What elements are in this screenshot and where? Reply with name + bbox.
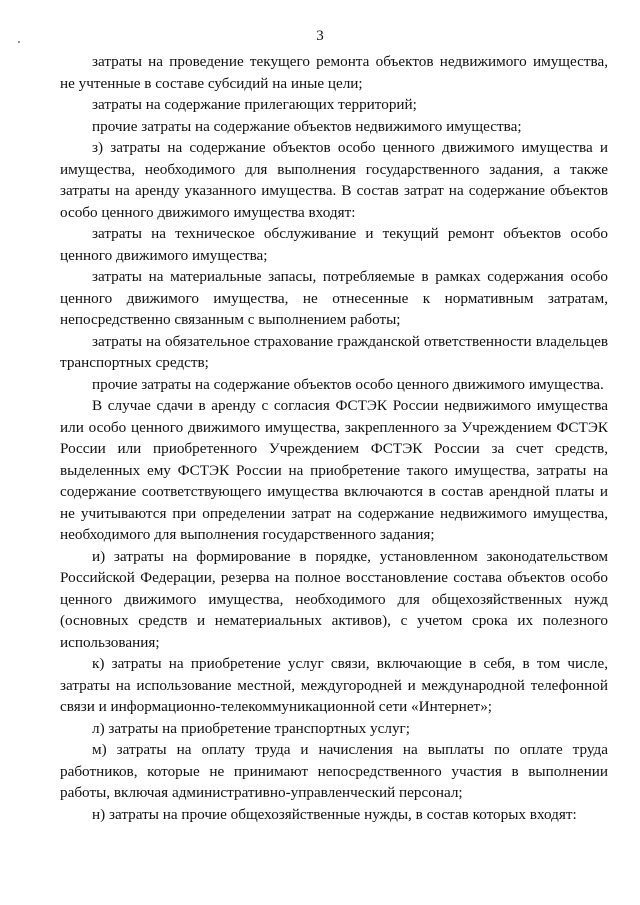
paragraph: затраты на содержание прилегающих территорий; [92, 96, 417, 113]
paragraph: к) затраты на приобретение услуг связи, включающие в себя, в том числе, затраты на использование местной, междугородней и международной телефонной связи и информационно-телекоммуникационной сети «Интернет»; [60, 655, 608, 715]
paragraph: В случае сдачи в аренду с согласия ФСТЭК России недвижимого имущества или особо ценного движимого имущества, закрепленного за Учреждением ФСТЭК России или приобретенного Учреждением ФСТЭК России за счет средств, выделенных ему ФСТЭК России на приобретение такого имущества, затраты на содержание соответствующего имущества включаются в состав арендной платы и не учитываются при определении затрат на содержание недвижимого имущества, необходимого для выполнения государственного задания; [60, 397, 608, 543]
paragraph: затраты на техническое обслуживание и текущий ремонт объектов особо ценного движимого имущества; [60, 225, 608, 264]
paragraph: затраты на материальные запасы, потребляемые в рамках содержания особо ценного движимого имущества, не отнесенные к нормативным затратам, непосредственно связанным с выполнением работы; [60, 268, 608, 328]
paragraph: л) затраты на приобретение транспортных услуг; [92, 719, 410, 737]
paragraph: прочие затраты на содержание объектов особо ценного движимого имущества. [92, 375, 604, 393]
paragraph: затраты на проведение текущего ремонта объектов недвижимого имущества, не учтенные в составе субсидий на иные цели; [60, 53, 608, 92]
paragraph: и) затраты на формирование в порядке, установленном законодательством Российской Федерации, резерва на полное восстановление состава объектов особо ценного движимого имущества, необходимого для общехозяйственных нужд (основных средств и нематериальных активов), с учетом срока их полезного использования; [60, 547, 608, 651]
paragraph: м) затраты на оплату труда и начисления на выплаты по оплате труда работников, которые не принимают непосредственного участия в выполнении работы, включая административно-управленческий персонал; [60, 741, 608, 801]
paragraph: затраты на обязательное страхование гражданской ответственности владельцев транспортных средств; [60, 332, 608, 371]
paragraph: прочие затраты на содержание объектов недвижимого имущества; [92, 117, 522, 135]
paragraph: з) затраты на содержание объектов особо ценного движимого имущества и имущества, необходимого для выполнения государственного задания, а также затраты на аренду указанного имущества. В состав затрат на содержание объектов особо ценного движимого имущества входят: [60, 139, 608, 221]
document-body [60, 51, 608, 825]
paragraph: н) затраты на прочие общехозяйственные нужды, в состав которых входят: [92, 805, 577, 823]
page-number: 3 [316, 28, 324, 44]
